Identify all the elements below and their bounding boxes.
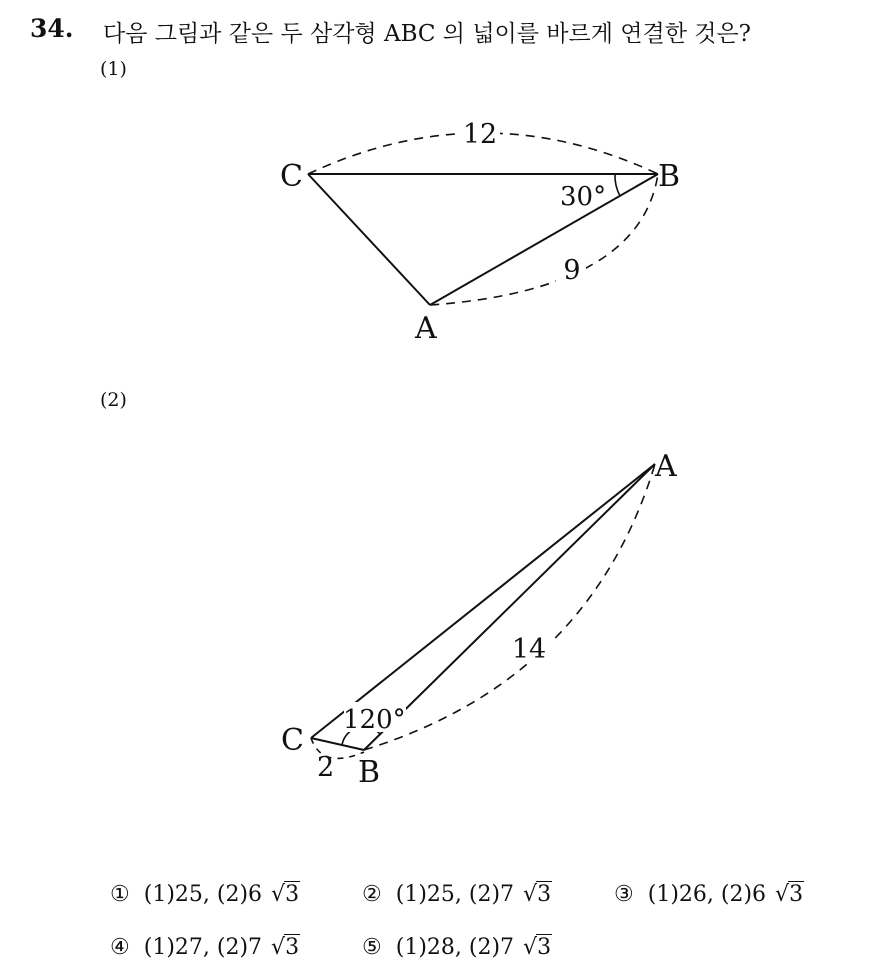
choice-1-mark: ① — [110, 882, 130, 907]
choice-1-text: (1)25, (2)6 — [143, 882, 263, 907]
choice-5-radicand: 3 — [537, 935, 552, 960]
side-cb-line — [311, 738, 364, 750]
label-side-ab: 14 — [511, 634, 547, 665]
figure-2-label: (2) — [100, 389, 127, 411]
choice-5-text: (1)28, (2)7 — [395, 935, 515, 960]
choice-4-text: (1)27, (2)7 — [143, 935, 263, 960]
choice-3-mark: ③ — [614, 882, 634, 907]
figure-1-triangle — [280, 116, 680, 346]
choice-3-radicand: 3 — [789, 882, 804, 907]
choice-3-text: (1)26, (2)6 — [647, 882, 767, 907]
choice-2-mark: ② — [362, 882, 382, 907]
label-side-ab: 9 — [563, 255, 581, 286]
vertex-c-label: C — [281, 723, 304, 758]
sqrt-symbol: √3 — [523, 935, 552, 960]
label-angle-b: 120° — [343, 705, 406, 735]
side-ab-line — [364, 464, 655, 750]
choice-4-radicand: 3 — [285, 935, 300, 960]
vertex-a-label: A — [655, 449, 677, 484]
side-ca-line — [308, 174, 430, 305]
figure-1-label: (1) — [100, 58, 127, 80]
choice-1-radicand: 3 — [285, 882, 300, 907]
sqrt-symbol: √3 — [271, 882, 300, 907]
choice-4[interactable] — [110, 935, 300, 960]
label-side-cb: 12 — [462, 119, 498, 150]
question-number: 34. — [30, 14, 74, 43]
choice-2-radicand: 3 — [537, 882, 552, 907]
label-side-cb: 2 — [317, 752, 335, 783]
choice-5[interactable] — [362, 935, 552, 960]
choice-1[interactable] — [110, 882, 300, 907]
label-angle-b: 30° — [560, 182, 607, 212]
sqrt-symbol: √3 — [271, 935, 300, 960]
choice-2[interactable] — [362, 882, 552, 907]
sqrt-symbol: √3 — [775, 882, 804, 907]
vertex-a-label: A — [415, 311, 437, 346]
vertex-b-label: B — [658, 159, 681, 194]
vertex-b-label: B — [358, 755, 381, 790]
choice-3[interactable] — [614, 882, 804, 907]
choice-4-mark: ④ — [110, 935, 130, 960]
choice-5-mark: ⑤ — [362, 935, 382, 960]
angle-b-arc — [615, 174, 620, 196]
choice-2-text: (1)25, (2)7 — [395, 882, 515, 907]
question-text: 다음 그림과 같은 두 삼각형 ABC 의 넓이를 바르게 연결한 것은? — [103, 21, 751, 47]
sqrt-symbol: √3 — [523, 882, 552, 907]
vertex-c-label: C — [280, 159, 303, 194]
figure-2-triangle — [281, 449, 677, 790]
